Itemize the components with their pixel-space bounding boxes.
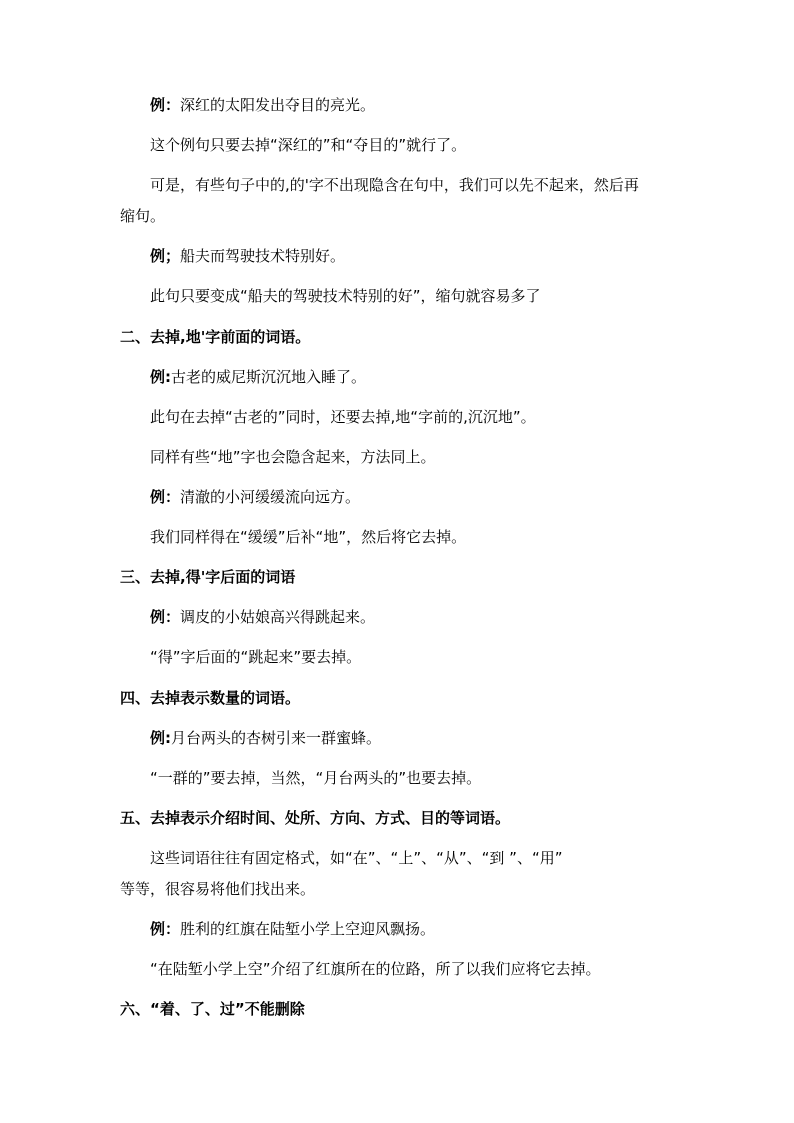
example-text: 深红的太阳发出夺目的亮光。 [180,96,376,114]
example-line [150,728,381,748]
section-heading-2: 二、去掉,地'字前面的词语。 [120,328,311,346]
example-text: 古老的威尼斯沉沉地入睡了。 [171,368,367,386]
example-label: 例： [150,608,181,626]
paragraph-continuation: 缩句。 [120,207,166,225]
example-line [150,95,375,115]
example-text: 月台两头的杏树引来一群蜜蜂。 [171,729,382,747]
example-label: 例： [150,488,181,506]
section-heading-4: 四、去掉表示数量的词语。 [120,689,301,707]
example-text: 胜利的红旗在陆堑小学上空迎风飘扬。 [180,920,436,938]
paragraph-line: 此句只要变成“船夫的驾驶技术特别的好”，缩句就容易多了 [150,287,541,305]
paragraph-line: 此句在去掉“古老的”同时，还要去掉,地“字前的,沉沉地”。 [150,408,536,426]
paragraph-line: “一群的”要去掉，当然，“月台两头的”也要去掉。 [150,769,482,787]
example-line [150,607,375,627]
example-label: 例: [150,368,171,386]
example-text: 清澈的小河缓缓流向远方。 [180,488,361,506]
example-label: 例： [150,920,181,938]
example-line [150,246,345,266]
example-text: 船夫而驾驶技术特别好。 [180,247,346,265]
section-heading-3: 三、去掉,得'字后面的词语 [120,568,296,586]
example-label: 例: [150,729,171,747]
paragraph-continuation: 等等，很容易将他们找出来。 [120,880,316,898]
paragraph-line: “得”字后面的“跳起来”要去掉。 [150,648,362,666]
paragraph-line: 这些词语往往有固定格式，如“在”、“上”、“从”、“到 ”、“用” [150,849,563,867]
example-line [150,487,360,507]
example-label: 例； [150,247,181,265]
section-heading-5: 五、去掉表示介绍时间、处所、方向、方式、目的等词语。 [120,809,511,827]
example-text: 调皮的小姑娘高兴得跳起来。 [180,608,376,626]
paragraph-line: 这个例句只要去掉“深红的”和“夺目的”就行了。 [150,136,467,154]
section-heading-6: 六、“着、了、过”不能删除 [120,1000,305,1018]
example-line [150,919,435,939]
paragraph-line: 我们同样得在“缓缓”后补“地”，然后将它去掉。 [150,528,467,546]
example-line [150,367,366,387]
paragraph-line: “在陆堑小学上空”介绍了红旗所在的位路，所了以我们应将它去掉。 [150,960,601,978]
paragraph-line: 可是，有些句子中的,的'字不出现隐含在句中，我们可以先不起来，然后再 [150,176,639,194]
paragraph-line: 同样有些“地”字也会隐含起来，方法同上。 [150,448,436,466]
example-label: 例： [150,96,181,114]
